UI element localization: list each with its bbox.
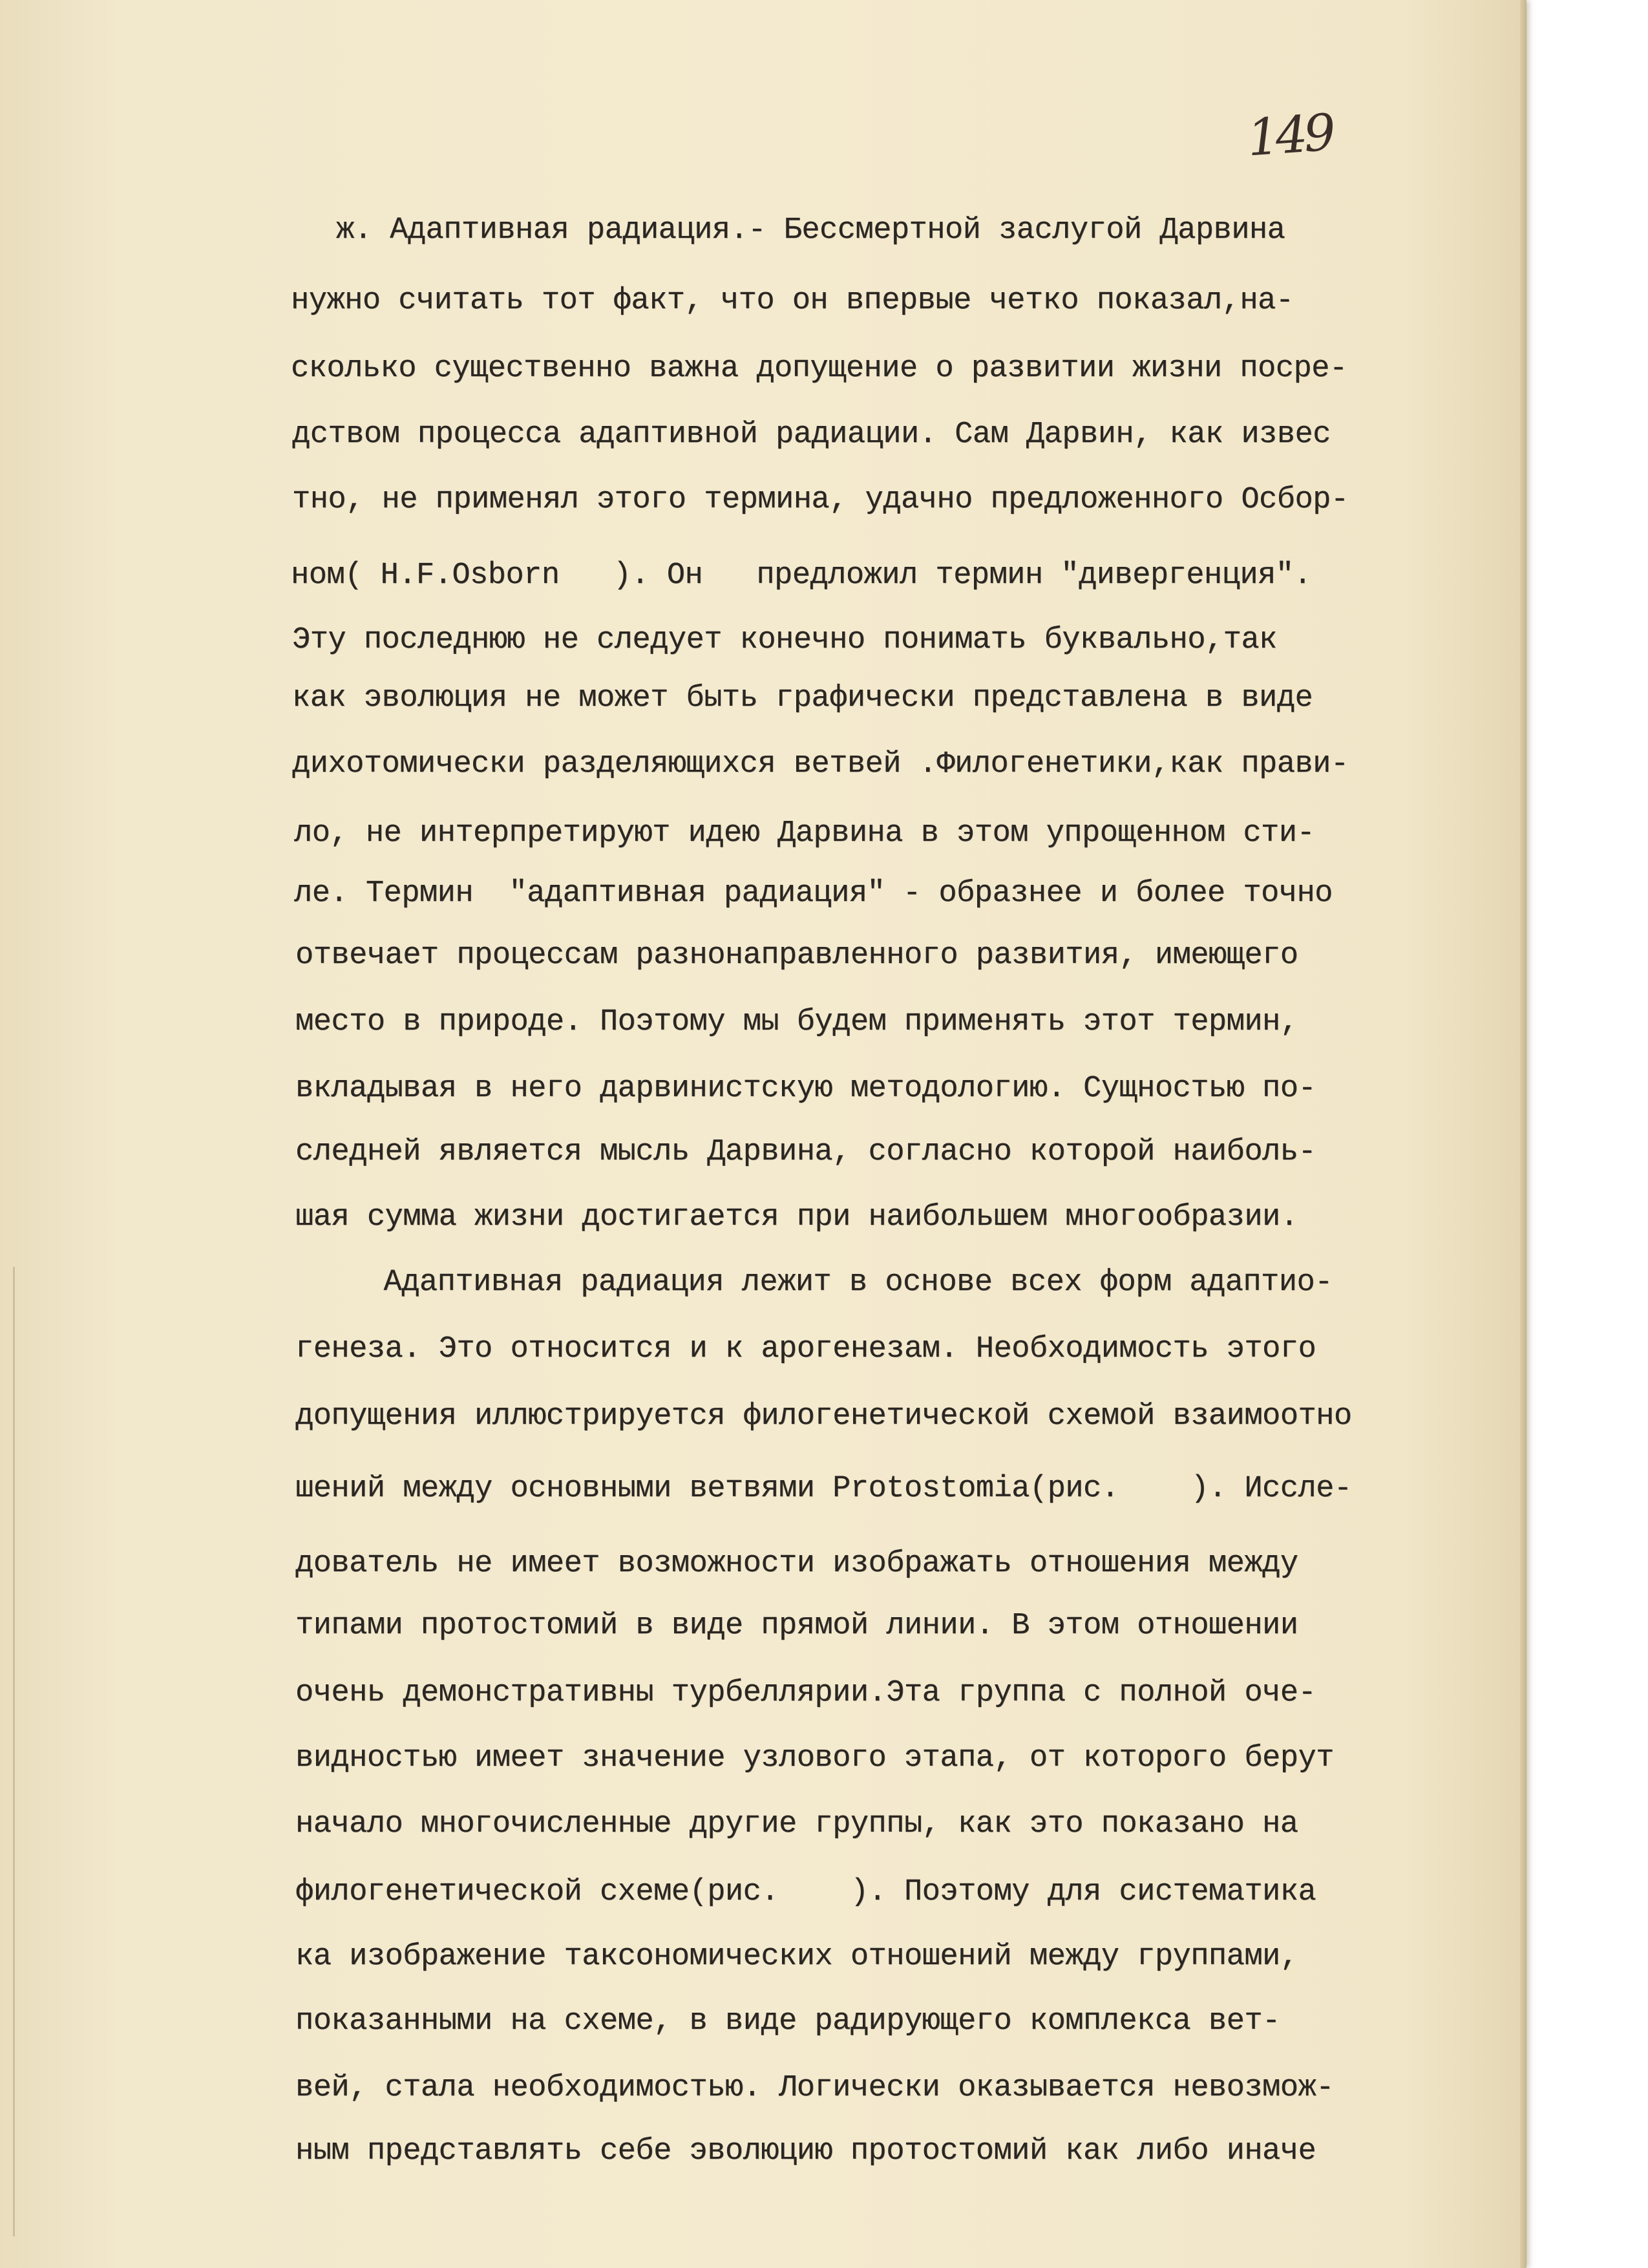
- text-line: вей, стала необходимостью. Логически оказывается невозмож-: [295, 2071, 1334, 2105]
- text-line: ло, не интерпретируют идею Дарвина в этом упрощенном сти-: [294, 816, 1315, 851]
- text-line: генеза. Это относится и к арогенезам. Необходимость этого: [295, 1332, 1316, 1366]
- text-line: следней является мысль Дарвина, согласно которой наиболь-: [295, 1135, 1316, 1169]
- text-line: дователь не имеет возможности изображать отношения между: [295, 1547, 1298, 1581]
- text-line: филогенетической схеме(рис. ). Поэтому для систематика: [295, 1875, 1316, 1909]
- text-line: вкладывая в него дарвинистскую методологию. Сущностью по-: [295, 1072, 1316, 1106]
- text-line: шений между основными ветвями Protostomia(рис. ). Иссле-: [295, 1472, 1352, 1506]
- text-line: ном( H.F.Osborn ). Он предложил термин "дивергенция".: [291, 558, 1312, 593]
- text-line: тно, не применял этого термина, удачно предложенного Осбор-: [292, 483, 1349, 517]
- text-line: видностью имеет значение узлового этапа, от которого берут: [295, 1741, 1334, 1775]
- text-line: нужно считать тот факт, что он впервые четко показал,на-: [291, 284, 1294, 318]
- text-line: дством процесса адаптивной радиации. Сам Дарвин, как извес: [292, 418, 1331, 452]
- text-line: место в природе. Поэтому мы будем применять этот термин,: [295, 1005, 1298, 1039]
- text-line: ле. Термин "адаптивная радиация" - образнее и более точно: [294, 876, 1333, 911]
- text-line: сколько существенно важна допущение о развитии жизни посре-: [291, 352, 1347, 386]
- text-line: начало многочисленные другие группы, как это показано на: [295, 1807, 1298, 1841]
- text-line: дихотомически разделяющихся ветвей .Филогенетики,как прави-: [292, 747, 1349, 781]
- text-line: ка изображение таксономических отношений между группами,: [295, 1940, 1298, 1974]
- text-line: как эволюция не может быть графически представлена в виде: [292, 681, 1313, 715]
- text-line: допущения иллюстрируется филогенетической схемой взаимоотно: [295, 1399, 1352, 1434]
- text-line: отвечает процессам разнонаправленного развития, имеющего: [295, 938, 1298, 973]
- text-line: Эту последнюю не следует конечно понимать буквально,так: [292, 623, 1277, 657]
- handwritten-page-number: 149: [1245, 103, 1334, 168]
- text-line: ным представлять себе эволюцию протостомий как либо иначе: [295, 2134, 1316, 2168]
- text-line: очень демонстративны турбеллярии.Эта группа с полной оче-: [295, 1676, 1316, 1710]
- text-line: шая сумма жизни достигается при наибольшем многообразии.: [295, 1200, 1298, 1235]
- text-line: Адаптивная радиация лежит в основе всех форм адаптио-: [294, 1266, 1333, 1300]
- text-line: показанными на схеме, в виде радирующего комплекса вет-: [295, 2004, 1280, 2039]
- text-line: ж. Адаптивная радиация.- Бессмертной заслугой Дарвина: [336, 213, 1285, 248]
- text-line: типами протостомий в виде прямой линии. В этом отношении: [295, 1609, 1298, 1643]
